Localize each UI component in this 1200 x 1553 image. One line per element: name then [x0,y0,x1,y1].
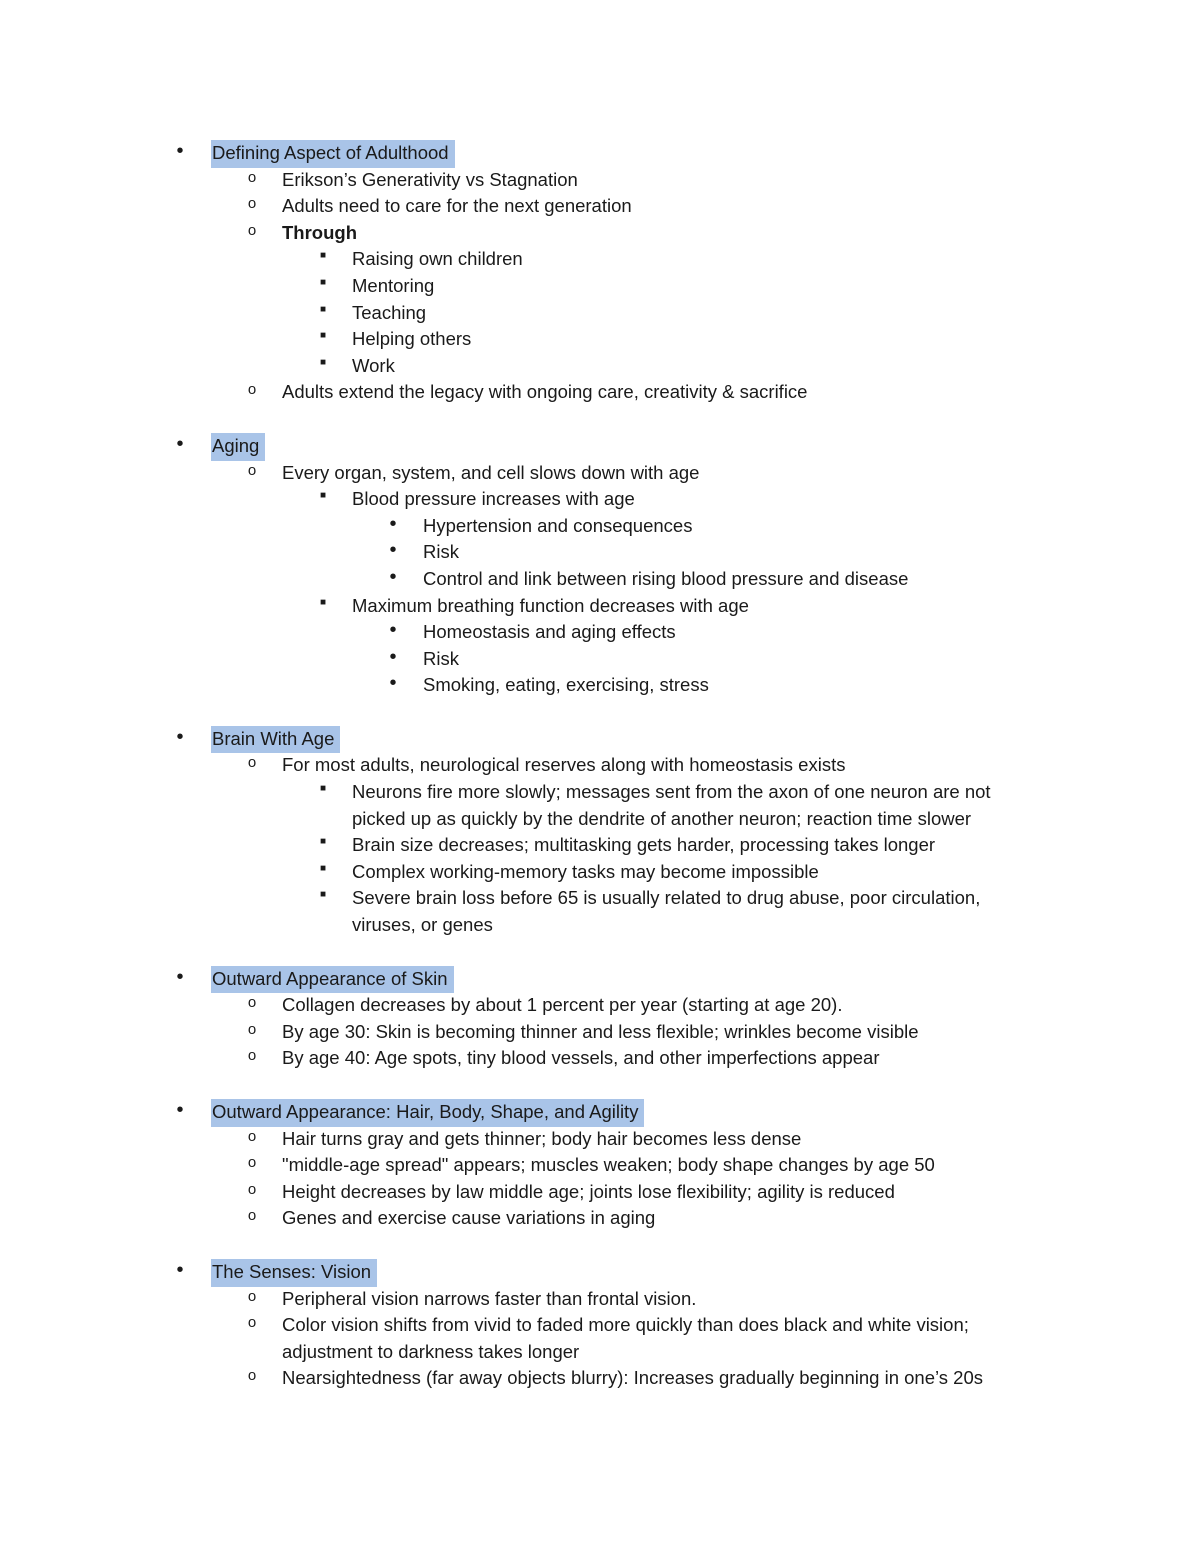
outline-item [0,992,1200,1019]
outline-item [0,1365,1200,1392]
bullet-icon: o [247,1207,257,1225]
bullet-icon: ■ [319,250,327,262]
bullet-icon: o [247,1127,257,1145]
outline-section [0,966,1200,1072]
bullet-icon: • [176,1099,184,1121]
outline-item [0,326,1200,353]
section-heading-line [0,140,1200,167]
item-text: Hypertension and consequences [423,514,693,536]
bullet-icon: ■ [319,356,327,368]
bullet-icon: ■ [319,836,327,848]
item-text: Severe brain loss before 65 is usually related to drug abuse, poor circulation, [352,887,981,909]
item-text: viruses, or genes [352,914,493,936]
outline-item [0,353,1200,380]
outline-item [0,566,1200,593]
bullet-icon: • [176,725,184,748]
item-text: Helping others [352,328,472,350]
section-heading: Aging [211,433,265,461]
outline-item [0,806,1200,833]
outline-item [0,539,1200,566]
bullet-icon: • [176,140,184,162]
bullet-icon: • [389,565,397,588]
item-text: picked up as quickly by the dendrite of another neuron; reaction time slower [352,807,972,829]
item-text: Nearsightedness (far away objects blurry): Increases gradually beginning in one’s 20s [282,1367,983,1389]
outline-item [0,912,1200,939]
bullet-icon: • [389,619,397,642]
bullet-icon: o [247,168,257,186]
outline-section [0,1259,1200,1392]
bullet-icon: • [176,1258,184,1281]
outline-item [0,246,1200,273]
outline-item [0,1179,1200,1206]
notes-outline [0,140,1200,1419]
bullet-icon: o [247,381,257,399]
item-text: Homeostasis and aging effects [423,621,676,643]
bullet-icon: • [389,512,397,535]
outline-item [0,619,1200,646]
outline-item [0,1045,1200,1072]
outline-item [0,220,1200,247]
outline-item [0,752,1200,779]
section-heading: Brain With Age [211,726,340,754]
bullet-icon: o [247,1047,257,1065]
bullet-icon: ■ [319,330,327,342]
bullet-icon: ■ [319,783,327,795]
section-heading: Defining Aspect of Adulthood [211,140,455,168]
outline-item [0,513,1200,540]
bullet-icon: o [247,1154,257,1172]
bullet-icon: • [389,672,397,695]
outline-item [0,859,1200,886]
outline-section [0,726,1200,939]
section-heading-line [0,726,1200,753]
outline-item [0,885,1200,912]
item-text: Maximum breathing function decreases with age [352,594,749,616]
outline-item [0,1019,1200,1046]
outline-item [0,486,1200,513]
bullet-icon: ■ [319,862,327,874]
bullet-icon: ■ [319,596,327,608]
item-text: Hair turns gray and gets thinner; body hair becomes less dense [282,1127,802,1149]
outline-item [0,167,1200,194]
item-text: For most adults, neurological reserves along with homeostasis exists [282,754,846,776]
bullet-icon: • [389,539,397,562]
item-text: Collagen decreases by about 1 percent per year (starting at age 20). [282,994,843,1016]
item-text: Peripheral vision narrows faster than frontal vision. [282,1287,697,1309]
outline-item [0,1126,1200,1153]
item-text: Genes and exercise cause variations in aging [282,1207,656,1229]
item-text: Risk [423,541,459,563]
bullet-icon: o [247,754,257,772]
outline-item [0,779,1200,806]
item-text: "middle-age spread" appears; muscles weaken; body shape changes by age 50 [282,1154,935,1176]
item-text: Complex working-memory tasks may become impossible [352,860,819,882]
bullet-icon: ■ [319,490,327,502]
item-text: Through [282,221,358,243]
bullet-icon: o [247,1287,257,1305]
item-text: Adults need to care for the next generation [282,195,632,217]
outline-section [0,433,1200,699]
bullet-icon: o [247,221,257,239]
bullet-icon: o [247,461,257,479]
bullet-icon: • [389,645,397,668]
item-text: By age 40: Age spots, tiny blood vessels, and other imperfections appear [282,1047,880,1069]
section-heading-line [0,1099,1200,1126]
bullet-icon: o [247,1314,257,1332]
item-text: Color vision shifts from vivid to faded more quickly than does black and white vision; [282,1314,969,1336]
bullet-icon: ■ [319,303,327,315]
item-text: Neurons fire more slowly; messages sent from the axon of one neuron are not [352,781,991,803]
section-heading: Outward Appearance of Skin [211,966,454,994]
item-text: Control and link between rising blood pressure and disease [423,567,909,589]
item-text: Work [352,354,395,376]
outline-item [0,672,1200,699]
bullet-icon: o [247,195,257,213]
outline-item [0,832,1200,859]
bullet-icon: • [176,965,184,988]
section-heading-line [0,1259,1200,1286]
item-text: Mentoring [352,274,435,296]
section-heading: The Senses: Vision [211,1259,377,1287]
outline-item [0,460,1200,487]
bullet-icon: o [247,1180,257,1198]
item-text: adjustment to darkness takes longer [282,1340,580,1362]
bullet-icon: o [247,994,257,1012]
outline-section [0,1099,1200,1232]
outline-section [0,140,1200,406]
section-heading-line [0,966,1200,993]
item-text: Every organ, system, and cell slows down with age [282,461,700,483]
item-text: Erikson’s Generativity vs Stagnation [282,168,578,190]
outline-item [0,193,1200,220]
outline-item [0,1152,1200,1179]
item-text: Blood pressure increases with age [352,488,635,510]
item-text: Teaching [352,301,427,323]
section-heading: Outward Appearance: Hair, Body, Shape, and Agility [211,1099,644,1127]
bullet-icon: o [247,1367,257,1385]
item-text: Height decreases by law middle age; joints lose flexibility; agility is reduced [282,1180,895,1202]
bullet-icon: ■ [319,889,327,901]
item-text: Adults extend the legacy with ongoing care, creativity & sacrifice [282,381,808,403]
outline-item [0,1286,1200,1313]
outline-item [0,273,1200,300]
item-text: Raising own children [352,248,523,270]
outline-item [0,300,1200,327]
item-text: Smoking, eating, exercising, stress [423,674,709,696]
bullet-icon: o [247,1020,257,1038]
section-heading-line [0,433,1200,460]
bullet-icon: ■ [319,276,327,288]
outline-item [0,1205,1200,1232]
outline-item [0,379,1200,406]
bullet-icon: • [176,432,184,455]
outline-item [0,593,1200,620]
outline-item [0,1312,1200,1339]
item-text: Brain size decreases; multitasking gets harder, processing takes longer [352,834,936,856]
item-text: By age 30: Skin is becoming thinner and less flexible; wrinkles become visible [282,1020,919,1042]
item-text: Risk [423,647,459,669]
outline-item [0,646,1200,673]
outline-item [0,1339,1200,1366]
